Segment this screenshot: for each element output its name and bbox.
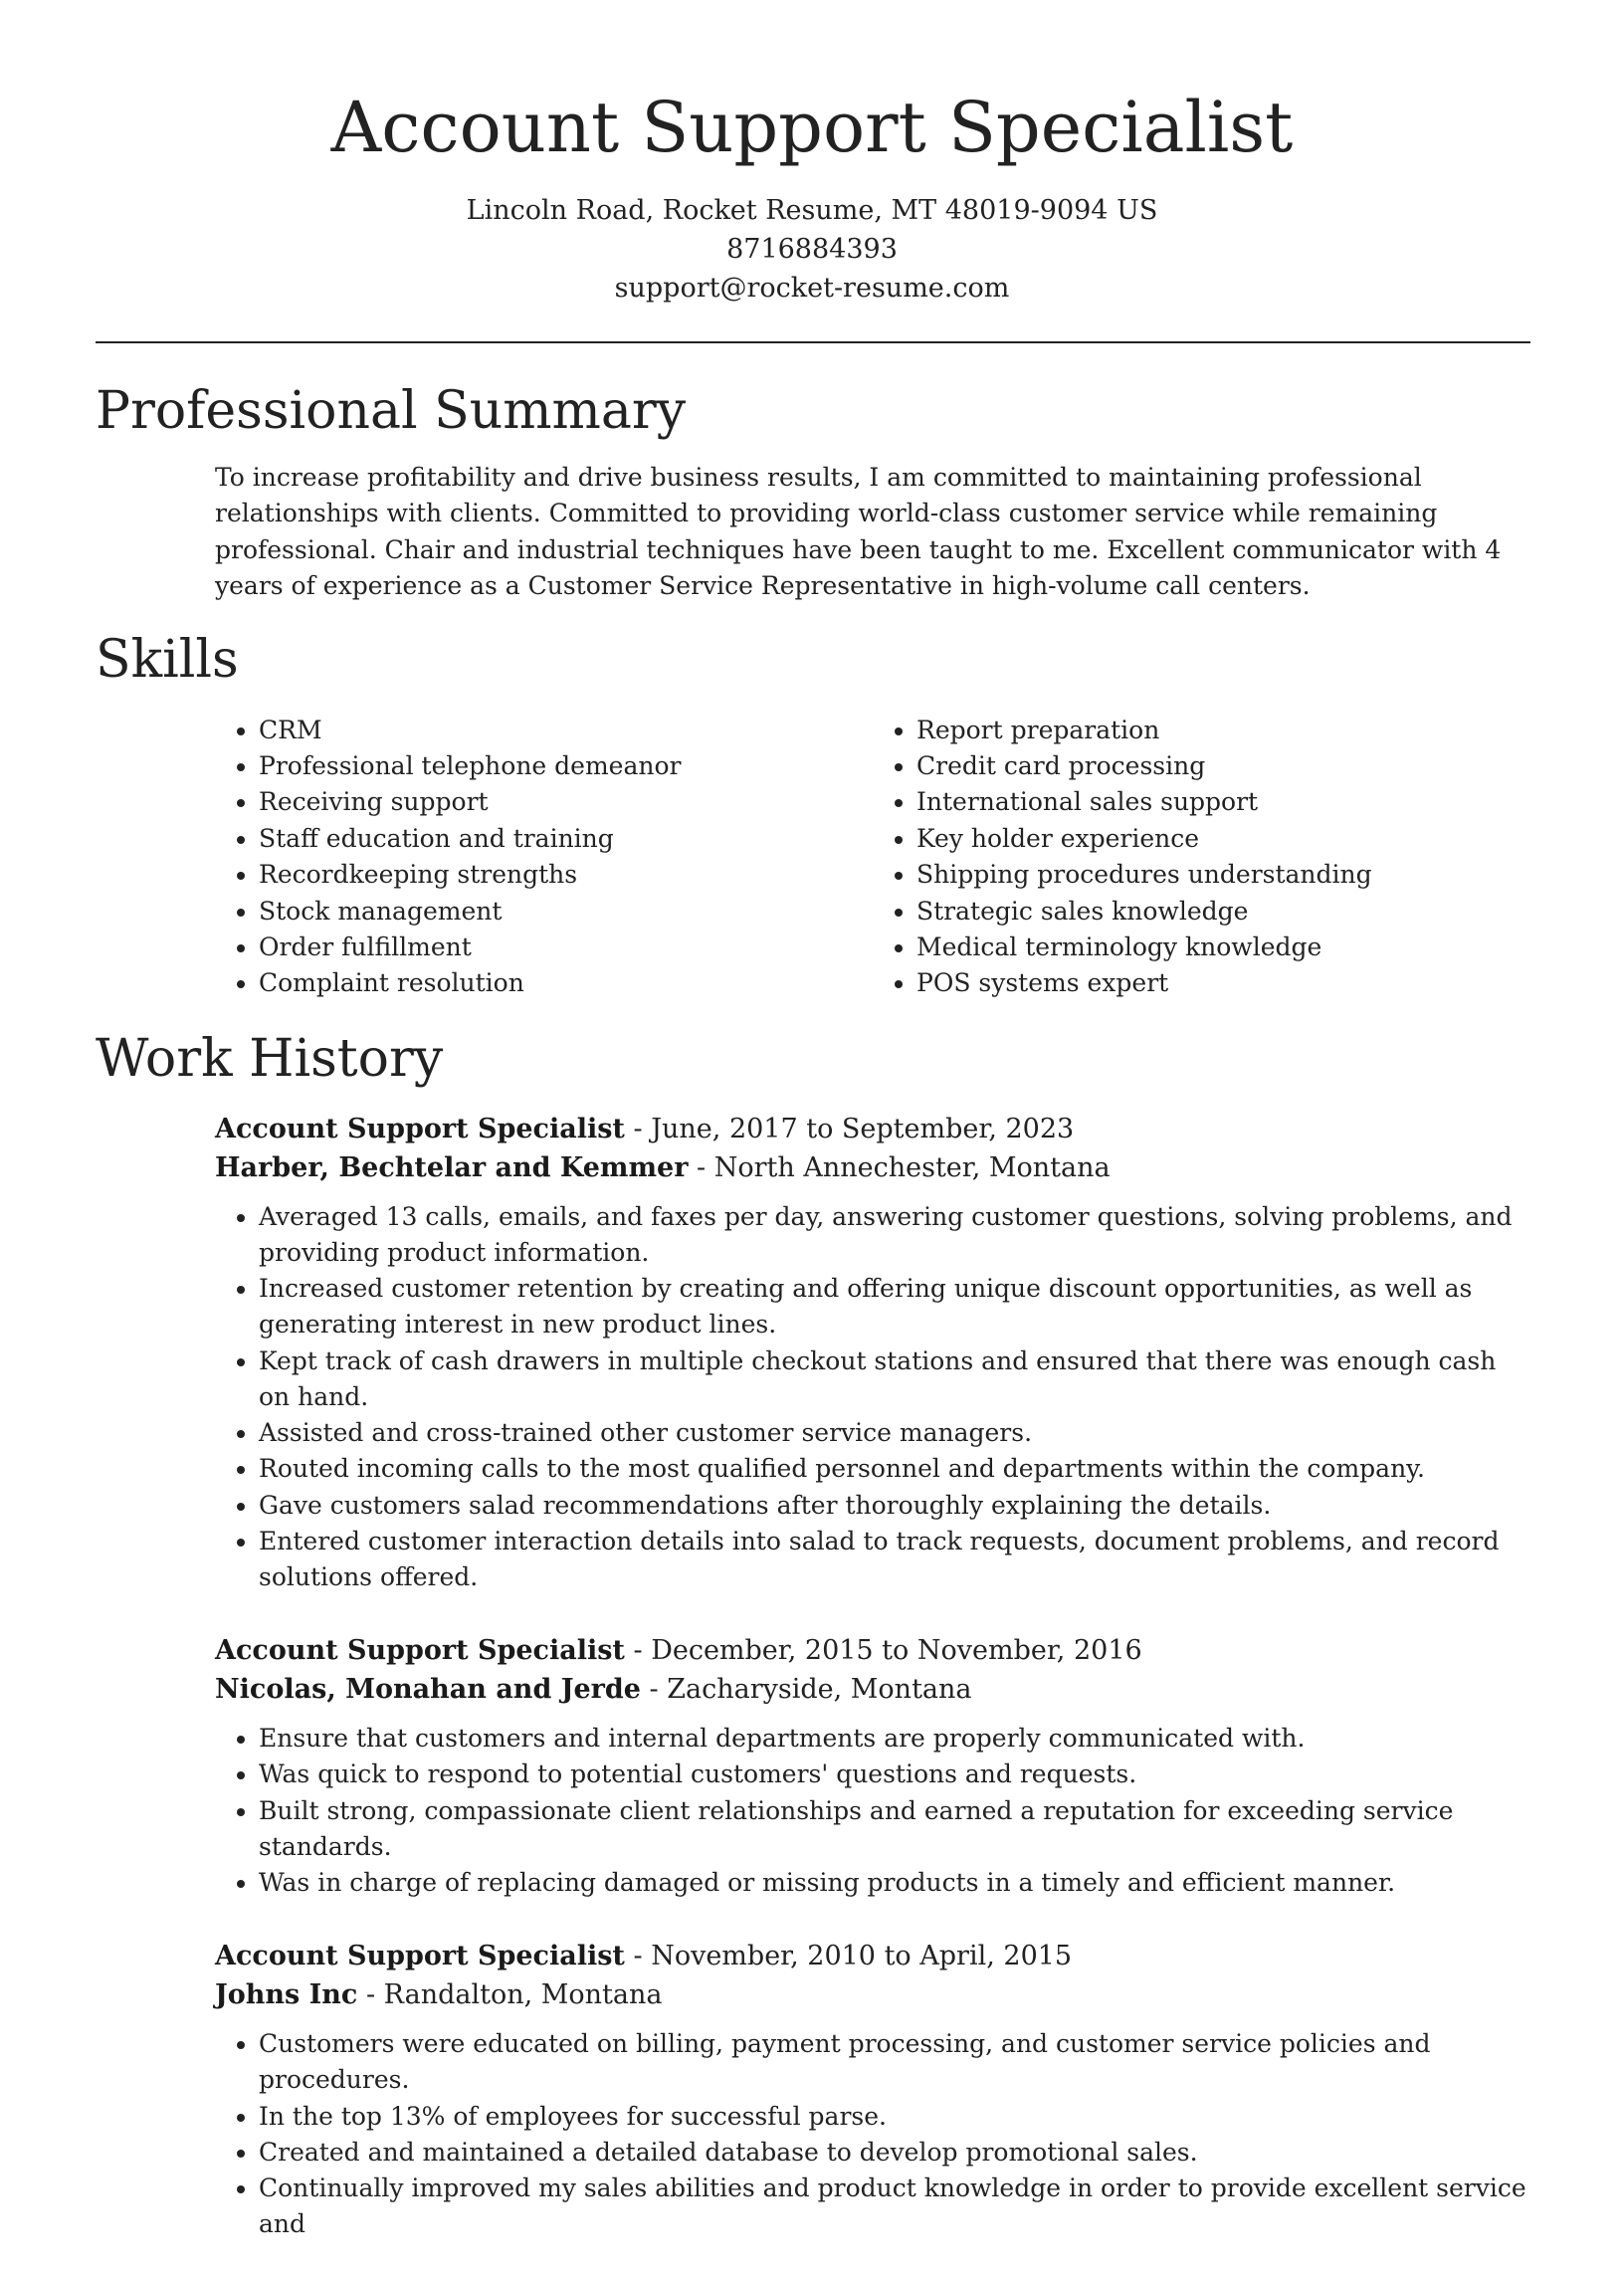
job-dates: - December, 2015 to November, 2016 bbox=[624, 1635, 1142, 1667]
job-title: Account Support Specialist bbox=[215, 1635, 625, 1667]
skill-item: • Shipping procedures understanding bbox=[916, 857, 1530, 893]
job-bullets bbox=[215, 1199, 1530, 1595]
job-bullet: • Continually improved my sales abilities and product knowledge in order to provide excellent service and bbox=[259, 2171, 1530, 2242]
resume-body bbox=[96, 376, 1530, 2278]
skill-item: • Complaint resolution bbox=[259, 965, 873, 1001]
skill-item: • Report preparation bbox=[916, 713, 1530, 748]
job-dates: - June, 2017 to September, 2023 bbox=[624, 1113, 1075, 1144]
email: support@rocket-resume.com bbox=[614, 273, 1010, 304]
skills-left-list bbox=[215, 713, 873, 1002]
header-divider bbox=[96, 341, 1530, 343]
skill-item: • Professional telephone demeanor bbox=[259, 748, 873, 784]
job-location: - Randalton, Montana bbox=[357, 1979, 663, 2011]
job-bullet: • Entered customer interaction details into salad to track requests, document problems, and record solutions offered. bbox=[259, 1524, 1530, 1595]
skill-item: • POS systems expert bbox=[916, 965, 1530, 1001]
job-bullet: • Assisted and cross-trained other customer service managers. bbox=[259, 1415, 1530, 1451]
skill-item: • Credit card processing bbox=[916, 748, 1530, 784]
job-bullet: • Was in charge of replacing damaged or missing products in a timely and efficient manner. bbox=[259, 1865, 1530, 1901]
skill-item: • Recordkeeping strengths bbox=[259, 857, 873, 893]
job-bullet: • Increased customer retention by creating and offering unique discount opportunities, as well as generating interest in new product lines. bbox=[259, 1271, 1530, 1343]
job-company: Johns Inc bbox=[215, 1979, 358, 2011]
job-company: Nicolas, Monahan and Jerde bbox=[215, 1674, 641, 1706]
job-bullet: • Created and maintained a detailed database to develop promotional sales. bbox=[259, 2135, 1530, 2171]
summary-heading: Professional Summary bbox=[96, 381, 687, 441]
skill-item: • International sales support bbox=[916, 784, 1530, 820]
job-bullet: • Averaged 13 calls, emails, and faxes per day, answering customer questions, solving problems, and providing product information. bbox=[259, 1199, 1530, 1271]
job-bullets bbox=[215, 2026, 1530, 2242]
skill-item: • Receiving support bbox=[259, 784, 873, 820]
skills-heading: Skills bbox=[96, 629, 239, 690]
job-entry bbox=[215, 1631, 1530, 1901]
skill-item: • Strategic sales knowledge bbox=[916, 894, 1530, 930]
skills-right-list bbox=[873, 713, 1530, 1002]
resume-header bbox=[0, 0, 1624, 308]
job-bullet: • Routed incoming calls to the most qualified personnel and departments within the company. bbox=[259, 1451, 1530, 1487]
skill-item: • Key holder experience bbox=[916, 821, 1530, 857]
job-title-line bbox=[215, 1110, 1530, 1148]
work-history-section bbox=[96, 1024, 1530, 2242]
skill-item: • Staff education and training bbox=[259, 821, 873, 857]
job-bullet: • Kept track of cash drawers in multiple checkout stations and ensured that there was enough cash on hand. bbox=[259, 1344, 1530, 1415]
job-dates: - November, 2010 to April, 2015 bbox=[624, 1941, 1073, 1972]
job-location: - Zacharyside, Montana bbox=[640, 1674, 972, 1706]
contact-block bbox=[0, 191, 1624, 308]
job-title: Account Support Specialist bbox=[215, 1941, 625, 1972]
summary-section bbox=[96, 376, 1530, 605]
resume-title: Account Support Specialist bbox=[330, 87, 1294, 168]
skill-item: • Order fulfillment bbox=[259, 930, 873, 965]
phone: 8716884393 bbox=[726, 234, 898, 265]
job-company-line bbox=[215, 1148, 1530, 1187]
skills-section bbox=[96, 625, 1530, 1002]
job-entry bbox=[215, 1110, 1530, 1595]
job-location: - North Annechester, Montana bbox=[688, 1151, 1111, 1183]
work-history-heading: Work History bbox=[96, 1028, 444, 1089]
job-entry bbox=[215, 1937, 1530, 2242]
job-company-line bbox=[215, 1975, 1530, 2014]
job-title: Account Support Specialist bbox=[215, 1113, 625, 1144]
summary-text: To increase profitability and drive business results, I am committed to maintaining professional relationships with clients. Committed to providing world-class customer service while remaining professional. Chair and industrial techniques have been taught to me. Excellent communicator with 4 years of experience as a Customer Service Representative in high-volume call centers. bbox=[215, 463, 1502, 601]
skills-columns bbox=[215, 713, 1530, 1002]
skill-item: • Medical terminology knowledge bbox=[916, 930, 1530, 965]
skill-item: • CRM bbox=[259, 713, 873, 748]
job-company: Harber, Bechtelar and Kemmer bbox=[215, 1151, 689, 1183]
job-bullet: • Gave customers salad recommendations after thoroughly explaining the details. bbox=[259, 1488, 1530, 1524]
skill-item: • Stock management bbox=[259, 894, 873, 930]
job-bullet: • Was quick to respond to potential customers' questions and requests. bbox=[259, 1757, 1530, 1792]
job-title-line bbox=[215, 1937, 1530, 1975]
job-title-line bbox=[215, 1631, 1530, 1670]
job-bullet: • In the top 13% of employees for successful parse. bbox=[259, 2099, 1530, 2135]
job-company-line bbox=[215, 1670, 1530, 1709]
job-bullet: • Ensure that customers and internal departments are properly communicated with. bbox=[259, 1721, 1530, 1757]
address: Lincoln Road, Rocket Resume, MT 48019-9094 US bbox=[466, 195, 1158, 226]
job-bullets bbox=[215, 1721, 1530, 1901]
job-bullet: • Built strong, compassionate client relationships and earned a reputation for exceeding service standards. bbox=[259, 1793, 1530, 1865]
job-bullet: • Customers were educated on billing, payment processing, and customer service policies and procedures. bbox=[259, 2026, 1530, 2098]
